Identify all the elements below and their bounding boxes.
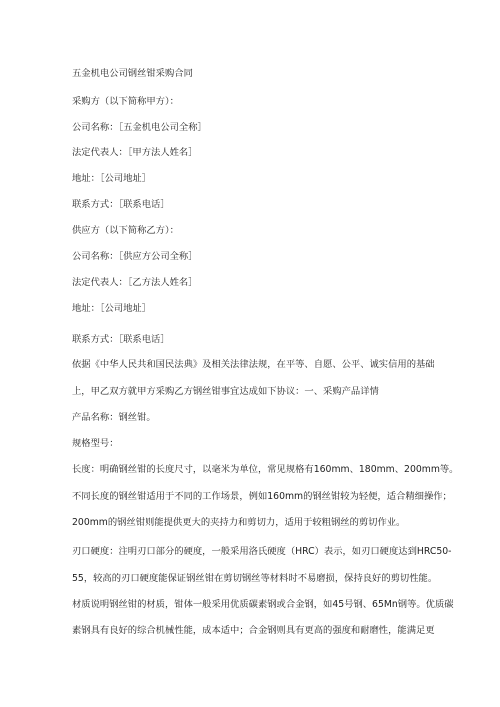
supplier-contact: 联系方式：［联系电话］ [72, 334, 170, 345]
hardness-paragraph-line-1: 刃口硬度：注明刃口部分的硬度，一般采用洛氏硬度（HRC）表示，如刃口硬度达到HRC50- [72, 546, 452, 557]
material-paragraph-line-1: 材质说明钢丝钳的材质，钳体一般采用优质碳素钢或合金钢，如45号钢、65Mn钢等。优质碳 [72, 599, 454, 610]
product-name: 产品名称：钢丝钳。 [72, 412, 156, 423]
buyer-address: 地址：［公司地址］ [72, 173, 152, 184]
intro-paragraph-line-2: 上，甲乙双方就甲方采购乙方钢丝钳事宜达成如下协议：一、采购产品详情 [72, 386, 379, 397]
length-paragraph-line-2: 不同长度的钢丝钳适用于不同的工作场景，例如160mm的钢丝钳较为轻便，适合精细操作； [72, 491, 452, 502]
spec-heading: 规格型号： [72, 438, 119, 449]
contract-title: 五金机电公司钢丝钳采购合同 [72, 68, 193, 79]
intro-paragraph-line-1: 依据《中华人民共和国民法典》及相关法律法规，在平等、自愿、公平、诚实信用的基础 [72, 359, 435, 370]
hardness-paragraph-line-2: 55，较高的刃口硬度能保证钢丝钳在剪切钢丝等材料时不易磨损，保持良好的剪切性能。 [72, 573, 438, 584]
supplier-address: 地址：［公司地址］ [72, 303, 152, 314]
buyer-contact: 联系方式：［联系电话］ [72, 199, 170, 210]
supplier-legal-representative: 法定代表人：［乙方法人姓名］ [72, 277, 198, 288]
material-paragraph-line-2: 素钢具有良好的综合机械性能，成本适中；合金钢则具有更高的强度和耐磨性，能满足更 [72, 625, 435, 636]
supplier-company-name: 公司名称：［供应方公司全称］ [72, 251, 198, 262]
buyer-company-name: 公司名称：［五金机电公司全称］ [72, 122, 207, 133]
buyer-heading: 采购方（以下简称甲方）： [72, 96, 179, 107]
supplier-heading: 供应方（以下简称乙方）： [72, 225, 179, 236]
length-paragraph-line-3: 200mm的钢丝钳则能提供更大的夹持力和剪切力，适用于较粗钢丝的剪切作业。 [72, 517, 406, 528]
buyer-legal-representative: 法定代表人：［甲方法人姓名］ [72, 147, 198, 158]
length-paragraph-line-1: 长度：明确钢丝钳的长度尺寸，以毫米为单位，常见规格有160mm、180mm、200mm等。 [72, 464, 459, 475]
